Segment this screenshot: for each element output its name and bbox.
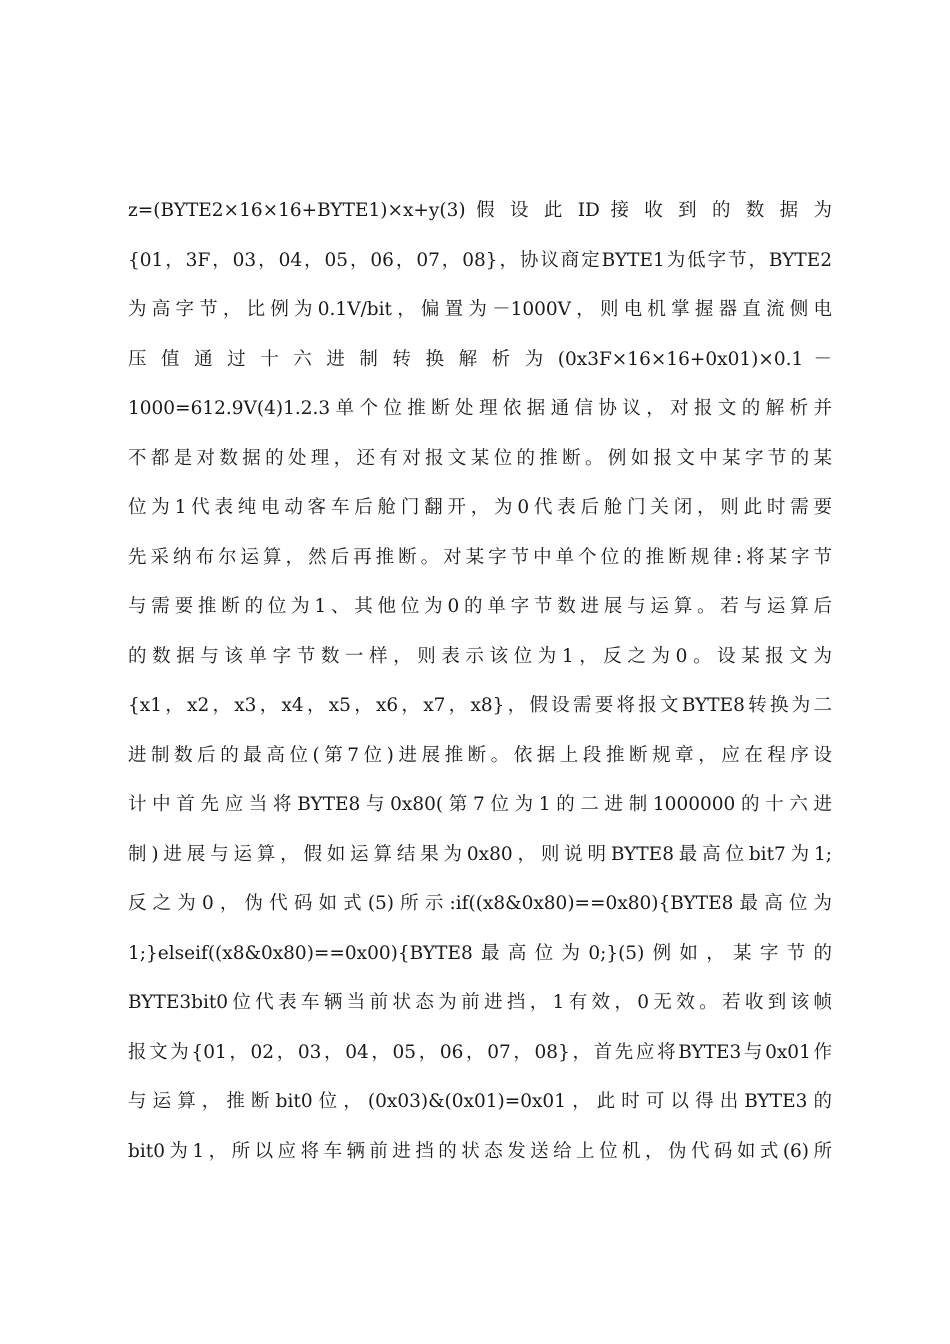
text-line: 压 值 通 过 十 六 进 制 转 换 解 析 为 (0x3F×16×16+0x01)×0.1 － [128,348,832,370]
text-line: 与运算，推断bit0位，(0x03)&(0x01)=0x01，此时可以得出BYTE3的 [128,1091,832,1112]
text-line: 先采纳布尔运算，然后再推断。对某字节中单个位的推断规律:将某字节 [128,546,832,568]
body-paragraph [128,186,832,1176]
text-line: {01，3F，03，04，05，06，07，08}，协议商定BYTE1为低字节，BYTE2 [128,249,832,271]
text-line: 进制数后的最高位(第7位)进展推断。依据上段推断规章，应在程序设 [128,744,832,766]
text-line: bit0为1，所以应将车辆前进挡的状态发送给上位机，伪代码如式(6)所 [128,1140,832,1162]
text-line: 不都是对数据的处理，还有对报文某位的推断。例如报文中某字节的某 [128,447,832,469]
text-line: {x1，x2，x3，x4，x5，x6，x7，x8}，假设需要将报文BYTE8转换为二 [128,695,832,716]
text-line: 报文为{01，02，03，04，05，06，07，08}，首先应将BYTE3与0x01作 [128,1041,832,1063]
text-line: 1000=612.9V(4)1.2.3单个位推断处理依据通信协议，对报文的解析并 [128,398,832,419]
text-line: 与需要推断的位为1、其他位为0的单字节数进展与运算。若与运算后 [128,596,832,617]
text-line: 位为1代表纯电动客车后舱门翻开，为0代表后舱门关闭，则此时需要 [128,497,832,518]
text-line: 反之为0，伪代码如式(5)所示:if((x8&0x80)==0x80){BYTE8最高位为 [128,893,832,914]
text-line: 计中首先应当将BYTE8与0x80(第7位为1的二进制1000000的十六进 [128,794,832,815]
text-line: BYTE3bit0位代表车辆当前状态为前进挡，1有效，0无效。若收到该帧 [128,992,832,1013]
text-line: 制)进展与运算，假如运算结果为0x80，则说明BYTE8最高位bit7为1; [128,843,832,865]
text-line: 1;}elseif((x8&0x80)==0x00){BYTE8最高位为0;}(5)例如，某字节的 [128,942,832,964]
text-line: z=(BYTE2×16×16+BYTE1)×x+y(3) 假 设 此 ID 接 收 到 的 数 据 为 [128,200,832,221]
text-line: 为高字节，比例为0.1V/bit，偏置为－1000V，则电机掌握器直流侧电 [128,299,832,320]
text-line: 的数据与该单字节数一样，则表示该位为1，反之为0。设某报文为 [128,645,832,667]
